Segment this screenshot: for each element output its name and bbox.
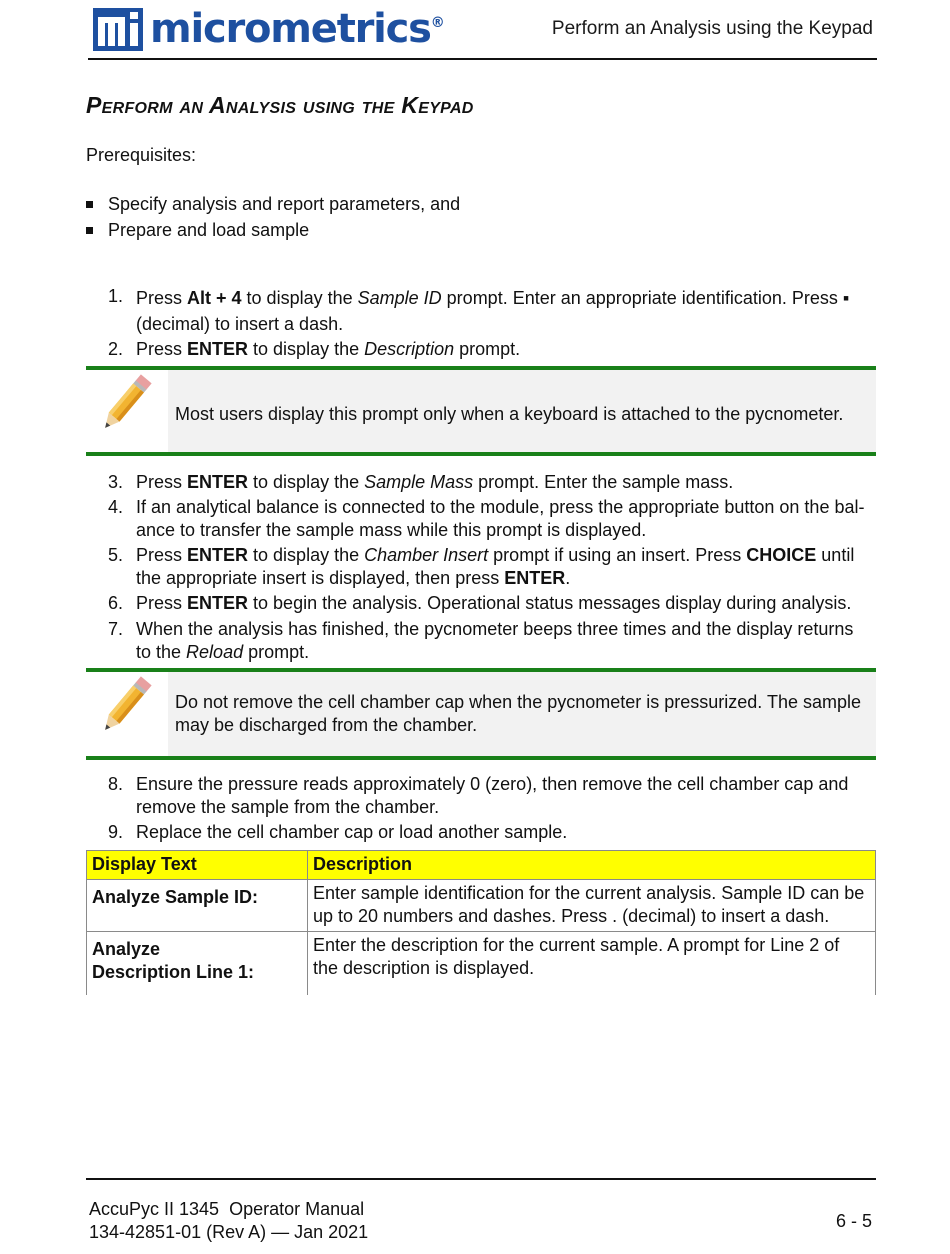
step-text: When the analysis has finished, the pycnometer beeps three times and the display returns to the Reload prompt.: [136, 619, 854, 662]
list-item: Prepare and load sample: [86, 219, 460, 245]
logo-wordmark: micrometrics®: [150, 6, 444, 52]
step-number: 3.: [108, 472, 124, 492]
step-number: 5.: [108, 545, 124, 565]
pencil-icon: [92, 674, 154, 740]
footer-divider: [86, 1178, 876, 1180]
step-8: [108, 773, 868, 819]
micromeritics-logo: [93, 6, 444, 52]
step-9: [108, 821, 868, 844]
step-text: Press ENTER to display the Chamber Insert prompt if using an insert. Press CHOICE until the appropriate insert is displayed, then press ENTER.: [136, 545, 855, 588]
step-text: Press ENTER to begin the analysis. Operational status messages display during analysis.: [136, 593, 852, 613]
running-header-title: Perform an Analysis using the Keypad: [551, 18, 873, 39]
step-2: [108, 338, 868, 361]
step-number: 9.: [108, 822, 124, 842]
step-text: Ensure the pressure reads approximately 0 (zero), then remove the cell chamber cap and remove the sample from the chamber.: [136, 774, 849, 817]
table-row: [87, 880, 876, 932]
step-number: 2.: [108, 339, 124, 359]
warning-note-box: [86, 668, 876, 760]
display-text-table: [86, 850, 876, 995]
note-panel: [168, 672, 876, 756]
step-1: [108, 285, 868, 337]
step-number: 8.: [108, 774, 124, 794]
column-header-display-text: Display Text: [87, 851, 308, 880]
page-header: [88, 0, 877, 60]
step-text: If an analytical balance is connected to the module, press the appropriate button on the bal-ance to transfer the sample mass while this prompt is displayed.: [136, 497, 865, 540]
prerequisites-label: Prerequisites:: [86, 145, 197, 165]
step-text: Press ENTER to display the Description prompt.: [136, 339, 521, 359]
step-text: Replace the cell chamber cap or load another sample.: [136, 822, 568, 842]
footer-manual-title: AccuPyc II 1345 Operator Manual: [89, 1199, 365, 1219]
description-cell: Enter the description for the current sample. A prompt for Line 2 of the description is displayed.: [308, 932, 876, 996]
step-5: [108, 544, 868, 590]
page-title: Perform an Analysis using the Keypad: [86, 92, 474, 118]
page-number: 6 - 5: [835, 1211, 872, 1231]
footer-document-info: [89, 1198, 368, 1244]
prerequisites-list: [86, 193, 460, 245]
step-text: Press ENTER to display the Sample Mass prompt. Enter the sample mass.: [136, 472, 734, 492]
step-number: 7.: [108, 619, 124, 639]
header-divider: [88, 58, 877, 60]
step-4: [108, 496, 868, 542]
pencil-icon: [92, 372, 154, 438]
display-text-cell: Analyze Description Line 1:: [87, 932, 308, 996]
list-item: Specify analysis and report parameters, and: [86, 193, 460, 219]
note-text: Most users display this prompt only when a keyboard is attached to the pycnometer.: [175, 404, 844, 424]
step-text: Press Alt + 4 to display the Sample ID prompt. Enter an appropriate identification. Press ▪ (decimal) to insert a dash.: [136, 288, 850, 334]
step-number: 6.: [108, 593, 124, 613]
note-text: Do not remove the cell chamber cap when the pycnometer is pressurized. The sample may be discharged from the chamber.: [175, 692, 862, 735]
display-text-cell: Analyze Sample ID:: [87, 880, 308, 932]
micromeritics-logo-mark-icon: [93, 8, 143, 51]
footer-document-number: 134-42851-01 (Rev A) — Jan 2021: [89, 1222, 369, 1242]
step-number: 1.: [108, 286, 124, 306]
note-panel: [168, 370, 876, 452]
table-header-row: [87, 851, 876, 880]
description-cell: Enter sample identification for the current analysis. Sample ID can be up to 20 numbers and dashes. Press . (decimal) to insert a dash.: [308, 880, 876, 932]
step-3: [108, 471, 868, 494]
step-number: 4.: [108, 497, 124, 517]
step-6: [108, 592, 868, 615]
step-7: [108, 618, 868, 664]
note-box: [86, 366, 876, 456]
column-header-description: Description: [308, 851, 876, 880]
table-row: [87, 932, 876, 996]
